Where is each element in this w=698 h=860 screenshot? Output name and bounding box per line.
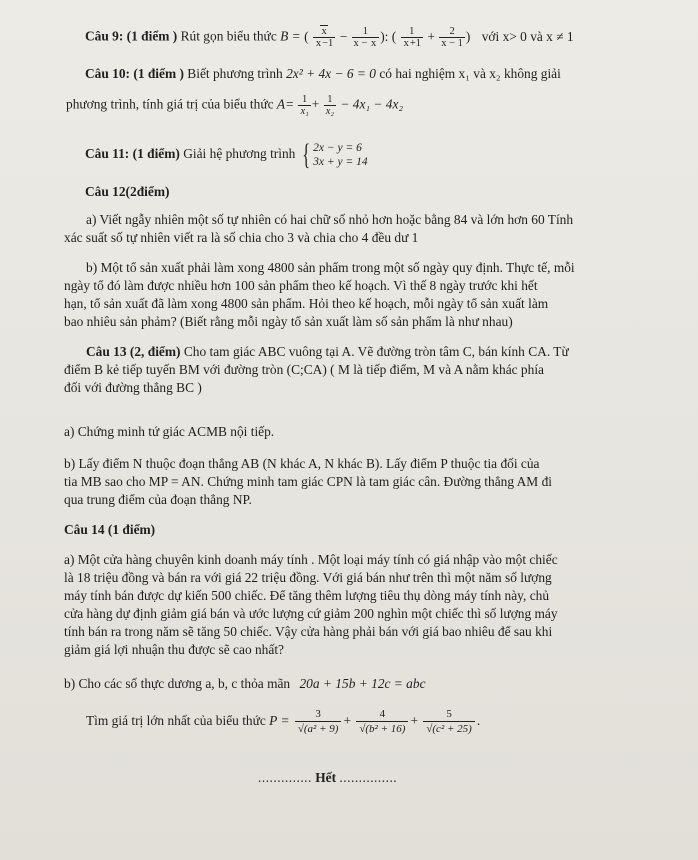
footer-left-dots: .............. xyxy=(258,770,312,785)
footer-right-dots: ............... xyxy=(339,770,398,785)
q14-a-6: giảm giá lợi nhuận thu được sẽ cao nhất? xyxy=(64,642,284,657)
q14-a-4: cửa hàng dự định giảm giá bán và ước lượng cứ giảm 200 nghìn một chiếc thì số lượng máy xyxy=(64,606,558,621)
q14-b-line xyxy=(64,676,426,692)
q12-b-4: bao nhiêu sản phảm? (Biết rằng mỗi ngày tổ sản xuất làm số sản phẩm là như nhau) xyxy=(64,314,513,329)
q12-a-1: a) Viết ngẫy nhiên một số tự nhiên có hai chữ số nhỏ hơn hoặc bằng 84 và lớn hơn 60 Tính xyxy=(86,212,574,227)
q14-find-line: Tìm giá trị lớn nhất của biểu thức P = $\frac{3}{\text{√(a² + 9)}}$ + $\frac{4}{\text{√(b² + 16)}}$ + $\frac{5}{\text{√(c² + 25)}}$ . xyxy=(86,708,481,735)
q12-a-2: xác suất số tự nhiên viết ra là số chia cho 3 và chia cho 4 đều dư 1 xyxy=(64,230,419,245)
q10-line-2: phương trình, tính giá trị của biểu thức A= $\frac{1}{\text{x₁}}$ + $\frac{1}{\text{x₂}}$ − 4x₁ − 4x₂ xyxy=(66,94,404,117)
q13-b-2: tia MB sao cho MP = AN. Chứng minh tam giác CPN là tam giác cân. Đường thẳng AM đi xyxy=(64,474,552,489)
q14-a-3: máy tính bán được dự kiến 500 chiếc. Để tăng thêm lượng tiêu thụ dòng máy tính này, chủ xyxy=(64,588,550,603)
q14-title: Câu 14 (1 điểm) xyxy=(64,522,156,537)
q10-label: Câu 10: (1 điểm ) xyxy=(85,66,184,81)
footer-label: Hết xyxy=(315,770,337,785)
q14-a-2: là 18 triệu đồng và bán ra với giá 22 triệu đồng. Với giá bán như trên thì một năm số lượng xyxy=(64,570,552,585)
q10-line2-text: phương trình, tính giá trị của biểu thức xyxy=(66,96,274,112)
footer xyxy=(258,770,397,786)
q10-text: Biết phương trình xyxy=(187,66,283,81)
q14-frac-1-den: √(a² + 9) xyxy=(297,723,339,735)
q9-condition: với x> 0 và x ≠ 1 xyxy=(481,28,574,44)
q9-line xyxy=(85,26,574,49)
q13-intro-2: điểm B kẻ tiếp tuyến BM với đường tròn (C;CA) ( M là tiếp điểm, M và A nằm khác phía xyxy=(64,362,544,377)
q13-b-3: qua trung điểm của đoạn thẳng NP. xyxy=(64,492,252,507)
q11-eq1: 2x − y = 6 xyxy=(313,142,362,154)
q14-frac-1 xyxy=(295,708,342,736)
q11-line: Câu 11: (1 điểm) Giải hệ phương trình { 2x − y = 6 3x + y = 14 xyxy=(85,138,368,171)
q12-b-3: hạn, tổ sản xuất đã làm xong 4800 sản phẩm. Hỏi theo kế hoạch, mỗi ngày tổ sản xuất làm xyxy=(64,296,549,311)
q12-b-1: b) Một tổ sản xuất phải làm xong 4800 sản phẩm trong một số ngày quy định. Thực tế, mỗi xyxy=(86,260,575,275)
q9-expr-b: B = xyxy=(280,28,301,44)
q14-frac-2-num: 4 xyxy=(356,708,408,722)
q12-b-2: ngày tổ đó làm được nhiều hơn 100 sản phẩm theo kế hoạch. Vì thế 8 ngày trước khi hết xyxy=(64,278,538,293)
q13-a: a) Chứng minh tứ giác ACMB nội tiếp. xyxy=(64,424,275,439)
q10-expr-a: A= xyxy=(276,96,295,112)
q14-find-text: Tìm giá trị lớn nhất của biểu thức xyxy=(86,713,266,729)
q13-intro-3: đối với đường thẳng BC ) xyxy=(64,380,202,395)
q10-line-1 xyxy=(85,66,561,82)
q10-expr-tail: − 4x₁ − 4x₂ xyxy=(340,96,404,112)
q14-frac-2-den: √(b² + 16) xyxy=(359,723,406,735)
q14-b-text: b) Cho các số thực dương a, b, c thỏa mãn xyxy=(64,676,291,691)
q12-title: Câu 12(2điểm) xyxy=(85,184,170,199)
q14-frac-3-den: √(c² + 25) xyxy=(426,723,472,735)
q13-intro-1: Cho tam giác ABC vuông tại A. Vẽ đường tròn tâm C, bán kính CA. Từ xyxy=(183,344,569,359)
q13-b-1: b) Lấy điểm N thuộc đoạn thẳng AB (N khác A, N khác B). Lấy điểm P thuộc tia đối của xyxy=(64,456,540,471)
q14-frac-3-num: 5 xyxy=(423,708,474,722)
q11-label: Câu 11: (1 điểm) xyxy=(85,146,180,162)
q14-a-1: a) Một cửa hàng chuyên kinh doanh máy tính . Một loại máy tính có giá nhập vào một chiếc xyxy=(64,552,558,567)
q11-system xyxy=(313,141,367,169)
q14-frac-3 xyxy=(423,708,474,736)
q9-text: Rút gọn biểu thức xyxy=(180,28,277,44)
q11-eq2: 3x + y = 14 xyxy=(313,156,368,168)
q14-frac-1-num: 3 xyxy=(295,708,342,722)
q14-b-condition: 20a + 15b + 12c = abc xyxy=(299,676,426,691)
q14-a-5: tính bán ra trong năm sẽ tăng 50 chiếc. Vậy cửa hàng phải bán với giá bao nhiêu để sau khi xyxy=(64,624,553,639)
q13-line-1 xyxy=(86,344,569,360)
q9-formula: ( $\frac{x}{x-1}$ − $\frac{1}{x - x}$ ): ( $\frac{1}{x+1}$ + $\frac{2}{x - 1}$ ) xyxy=(304,26,474,49)
q11-text: Giải hệ phương trình xyxy=(183,146,296,162)
q10-text2: có hai nghiệm x₁ và x₂ không giải xyxy=(379,66,561,81)
q10-equation: 2x² + 4x − 6 = 0 xyxy=(286,66,376,81)
q14-frac-2 xyxy=(356,708,408,736)
q14-expr-p: P = xyxy=(269,713,290,729)
q9-label: Câu 9: (1 điểm ) xyxy=(85,28,178,44)
q13-label: Câu 13 (2, điểm) xyxy=(86,344,181,359)
